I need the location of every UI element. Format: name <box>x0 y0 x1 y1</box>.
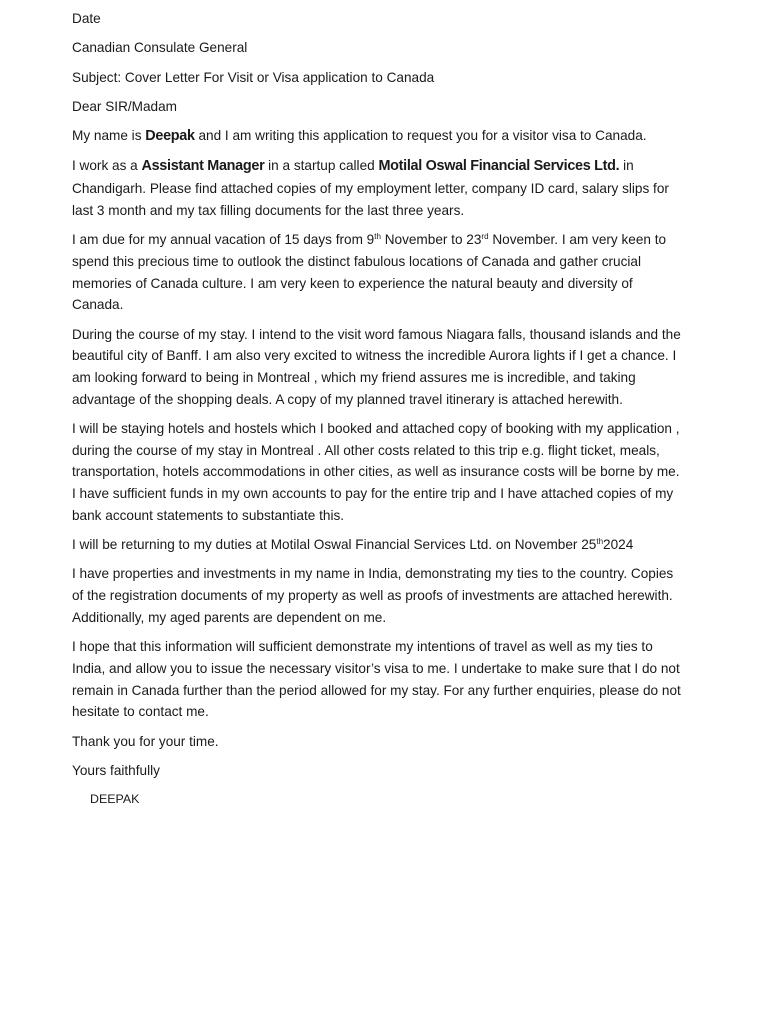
work-paragraph <box>72 155 682 221</box>
return-paragraph <box>72 534 682 556</box>
vacation-text-part3: November. I am very keen to spend this precious time to outlook the distinct fabulous locations of Canada and gather crucial memories of Canada culture. I am very keen to experience the natural beauty and diversity of Canada. <box>72 232 667 313</box>
closing-paragraph: I hope that this information will sufficient demonstrate my intentions of travel as well as my ties to India, and allow you to issue the necessary visitor’s visa to me. I undertake to make sure that I do not remain in Canada further than the period allowed for my stay. For any further enquiries, please do not hesitate to contact me. <box>72 639 681 720</box>
sign-off-line: Yours faithfully <box>72 762 160 778</box>
vacation-paragraph <box>72 229 682 316</box>
letter-page <box>72 8 682 818</box>
ties-paragraph: I have properties and investments in my name in India, demonstrating my ties to the country. Copies of the registration documents of my property as well as proofs of investments are attached herewith. Additionally, my aged parents are dependent on me. <box>72 566 674 625</box>
work-text-after-company: in Chandigarh. Please find attached copies of my employment letter, company ID card, salary slips for last 3 month and my tax filling documents for the last three years. <box>72 158 669 218</box>
signature-name: DEEPAK <box>90 792 140 807</box>
date-line: Date <box>72 11 101 26</box>
return-text-part1: I will be returning to my duties at Motilal Oswal Financial Services Ltd. on November 25 <box>72 537 597 553</box>
ordinal-suffix: th <box>374 232 381 242</box>
recipient-line: Canadian Consulate General <box>72 40 248 56</box>
accommodation-paragraph: I will be staying hotels and hostels which I booked and attached copy of booking with my application , during the course of my stay in Montreal . All other costs related to this trip e.g. flight ticket, meals, transportation, hotels accommodations in other cities, as well as insurance costs will be borne by me. I have sufficient funds in my own accounts to pay for the entire trip and I have attached copies of my bank account statements to substantiate this. <box>72 421 680 523</box>
vacation-text-part1: I am due for my annual vacation of 15 days from 9 <box>72 232 375 248</box>
job-title: Assistant Manager <box>141 158 265 175</box>
return-text-part2: 2024 <box>603 537 634 553</box>
ordinal-suffix: th <box>596 537 604 547</box>
subject-line: Subject: Cover Letter For Visit or Visa application to Canada <box>72 69 435 85</box>
work-text-middle: in a startup called <box>264 158 379 174</box>
intro-text-after-name: and I am writing this application to request you for a visitor visa to Canada. <box>194 128 647 144</box>
stay-plans-paragraph: During the course of my stay. I intend to the visit word famous Niagara falls, thousand islands and the beautiful city of Banff. I am also very excited to witness the incredible Aurora lights if I get a chance. I am looking forward to being in Montreal , which my friend assures me is incredible, and taking advantage of the shopping deals. A copy of my planned travel itinerary is attached herewith. <box>72 326 681 407</box>
thanks-line: Thank you for your time. <box>72 733 219 749</box>
intro-text-before-name: My name is <box>72 128 146 144</box>
applicant-name: Deepak <box>145 128 195 145</box>
work-text-before-title: I work as a <box>72 158 142 174</box>
vacation-text-part2: November to 23 <box>380 232 482 248</box>
intro-paragraph <box>72 125 682 148</box>
ordinal-suffix: rd <box>481 232 489 242</box>
salutation-line: Dear SIR/Madam <box>72 98 178 114</box>
company-name: Motilal Oswal Financial Services Ltd. <box>378 158 620 175</box>
